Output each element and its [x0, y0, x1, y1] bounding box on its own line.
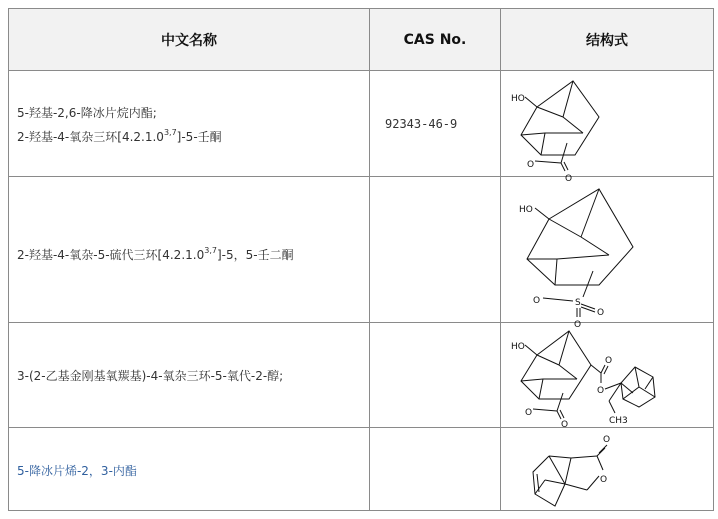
row3-name: 3-(2-乙基金刚基氧羰基)-4-氧杂三环-5-氧代-2-醇;	[17, 369, 284, 383]
svg-text:S: S	[575, 298, 581, 308]
svg-text:HO: HO	[519, 205, 533, 215]
svg-text:HO: HO	[511, 342, 525, 352]
column-divider	[369, 9, 370, 510]
header-structure: 结构式	[586, 32, 628, 49]
row1-name-line2: 2-羟基-4-氧杂三环[4.2.1.0$^{3,7}$]-5-壬酮	[17, 128, 222, 144]
column-divider	[500, 9, 501, 510]
header-name: 中文名称	[161, 32, 217, 49]
svg-text:O: O	[603, 435, 611, 445]
svg-text:O: O	[600, 475, 608, 485]
header-cas: CAS No.	[403, 31, 467, 48]
row2-name: 2-羟基-4-氧杂-5-硫代三环[4.2.1.0$^{3,7}$]-5，5-壬二酮	[17, 246, 294, 262]
compound-table	[8, 8, 714, 511]
svg-text:O: O	[574, 320, 582, 330]
svg-text:O: O	[525, 408, 533, 418]
structure-4-diagram	[505, 428, 705, 512]
svg-text:O: O	[605, 356, 613, 366]
structure-2-diagram	[505, 177, 705, 330]
svg-text:HO: HO	[511, 94, 525, 104]
row1-name	[17, 103, 222, 147]
svg-text:O: O	[561, 420, 569, 430]
svg-text:O: O	[533, 296, 541, 306]
row4-name: 5-降冰片烯-2，3-内酯	[17, 464, 137, 478]
svg-text:O: O	[597, 386, 605, 396]
structure-1-diagram	[505, 71, 705, 184]
row1-cas: 92343-46-9	[385, 117, 458, 131]
svg-text:O: O	[565, 174, 573, 184]
structure-3-diagram	[505, 323, 705, 430]
svg-text:CH3: CH3	[609, 416, 628, 426]
svg-text:O: O	[527, 160, 535, 170]
svg-text:O: O	[597, 308, 605, 318]
row1-name-line1: 5-羟基-2,6-降冰片烷内酯;	[17, 106, 157, 120]
